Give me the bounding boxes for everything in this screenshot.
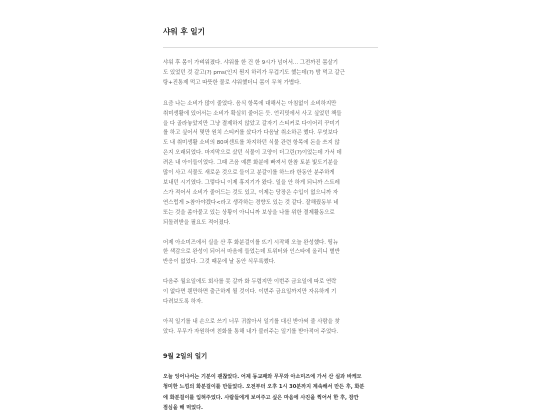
post-content xyxy=(163,0,378,413)
post-paragraph: 요즘 나는 소비가 많이 줄었다. 음식 항목에 대해서는 아침없이 소비하지만 취미생활에 있어서는 소비가 확실히 줄어든 듯. 언리밋에서 사고 싶었던 책들 을 다 골라놓았지만 그냥 결제하지 않았고 갈자기 스티커로 다이어리 꾸미기 를 하고 싶어서 몇만 원치 스티커를 샀다가 다음날 취소하곤 했다. 무엇보다 도 내 취미생활 소비의 80퍼센트를 차지하던 식물 관련 항목에 돈을 쓰지 않 은지 오래되었다. 마지막으로 샀던 식물이 고양이 더그린(?)이었는데 가서 데 려온 내 아이들이었다. 그때 즈음 예쁜 화분에 빠져서 한참 토분 빛도기분을 많이 사고 식물도 새로운 것으로 들이고 분갈이를 하느라 한동안 분주하게 보내던 시기였다. 그렇다니 이제 휴지기가 왔다. 일을 안 하게 되니까 스트레 스가 적어서 소비가 줄어드는 것도 있고, 이제는 당장은 수입이 없으니까 자 연스럽게 >참아야겠다<라고 생각하는 경향도 있는 것 같다. 잘해줬동부 네 또는 것을 좀아붙고 있는 상황이 아니니까 보상을 나를 위한 결제활동으로 되돌려받을 필요도 적어졌다. xyxy=(163,100,342,226)
title-divider xyxy=(163,47,378,48)
post-title: 샤워 후 일기 xyxy=(163,27,205,36)
post-paragraph: 다음주 월요일에도 회사를 못 갈까 화 두렵지만 이번주 금요일에 따로 연락 이 없다면 웬만하면 출근하게 될 것이다. 이번주 금요일까지만 자유하게 기 다려보도록 하자. xyxy=(163,279,337,306)
post-paragraph: 아직 일기를 내 손으로 쓰기 너무 귀찮아서 일기를 대신 받아써 줄 사람을 찾 았다. 무무가 자원하여 친화를 통해 내가 불러주는 일기를 받아적어 주었다. xyxy=(163,318,340,335)
section-heading: 9월 2일의 일기 xyxy=(163,351,208,360)
post-paragraph: 샤워 후 몸이 가벼워졌다. 샤워를 한 건 한 9시가 넘어서... 그전까진 몸살기 도 있었던 것 같고(?) pms(인지 뭔지 하리가 무겁기도 했는데(?) 밤 먹고 갈근 탕+진통제 먹고 따뜻한 물로 샤워했더니 몸이 무척 가볍다. xyxy=(163,60,345,86)
section-paragraph: 오늘 잉어나서는 기분이 괜찮았다. 어제 동교패와 무무와 아소미즈에 가서 산 실과 바케모 청미한 느낌의 화분걸이를 만들었다. 오전부터 오후 1시 30분까지 계속해서 만든 후, 화분 에 화분걸이를 입혀주었다. 사람들에게 보여주고 싶은 마음에 사진을 찍어서 한 후, 잠깐 점심을 해 먹었다. xyxy=(163,373,365,411)
post-paragraph: 어제 아소미즈에서 실을 산 후 화분걸이를 뜨기 시작해 오늘 완성했다. 뜅뉴 한 색감으로 완성이 되어서 마음에 들었는데 트위터와 인스타에 올리니 별반 반응이 없었다. 그것 때문에 날 동안 식무록했다. xyxy=(163,239,340,266)
